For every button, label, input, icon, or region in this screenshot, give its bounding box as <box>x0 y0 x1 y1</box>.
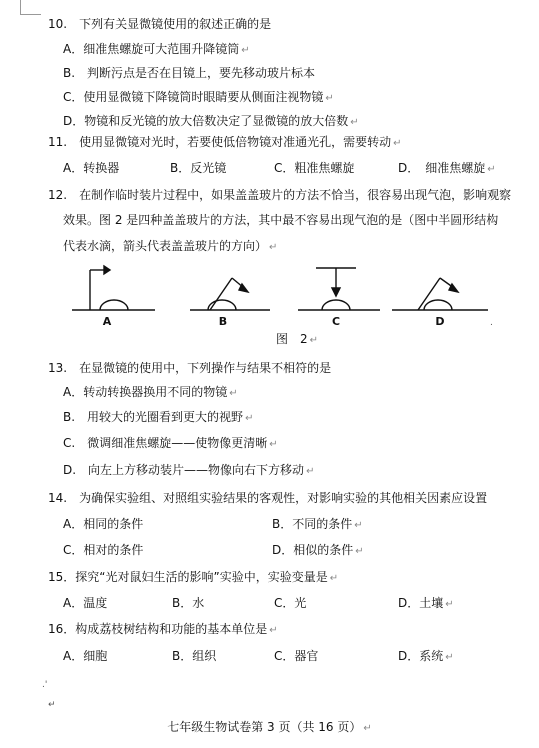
figure-2-diagram <box>60 262 500 328</box>
fig-b-coverslip <box>210 278 232 310</box>
q11-option-a: A．转换器 <box>63 161 120 175</box>
page-footer: 七年级生物试卷第 3 页（共 16 页） ↵ <box>167 720 372 734</box>
fig-a-water-drop <box>100 300 128 310</box>
q10-option-c: C．使用显微镜下降镜筒时眼睛要从侧面注视物镜 ↵ <box>63 90 334 104</box>
q15-option-b: B．水 <box>172 596 205 610</box>
q10-option-a: A．细准焦螺旋可大范围升降镜筒 ↵ <box>63 42 250 56</box>
q16-stem: 16．构成荔枝树结构和功能的基本单位是 ↵ <box>48 622 278 636</box>
fig-d-water-drop <box>424 300 452 310</box>
q14-stem: 14. 为确保实验组、对照组实验结果的客观性，对影响实验的其他相关因素应设置 <box>48 491 488 505</box>
q15-stem: 15．探究“光对鼠妇生活的影响”实验中，实验变量是 ↵ <box>48 570 339 584</box>
q11-stem: 11. 使用显微镜对光时，若要使低倍物镜对准通光孔，需要转动 ↵ <box>48 135 402 149</box>
paragraph-mark: ↵ <box>48 700 56 710</box>
q13-option-a: A．转动转换器换用不同的物镜 ↵ <box>63 385 238 399</box>
q11-option-b: B．反光镜 <box>170 161 227 175</box>
q11-option-d: D． 细准焦螺旋 ↵ <box>398 161 496 175</box>
q16-option-c: C．器官 <box>274 649 319 663</box>
q15-option-c: C．光 <box>274 596 307 610</box>
q15-option-a: A．温度 <box>63 596 108 610</box>
fig-a-arrow-icon <box>104 266 110 274</box>
q11-option-c: C．粗准焦螺旋 <box>274 161 355 175</box>
q14-option-b: B．不同的条件 ↵ <box>272 517 363 531</box>
q16-option-a: A．细胞 <box>63 649 108 663</box>
fig-label-b: B <box>218 315 228 328</box>
stray-mark: .' <box>42 680 48 690</box>
fig-label-a: A <box>102 315 112 328</box>
q12-line-1: 12. 在制作临时装片过程中，如果盖盖玻片的方法不恰当，很容易出现气泡，影响观察 <box>48 188 512 202</box>
q10-option-d: D．物镜和反光镜的放大倍数决定了显微镜的放大倍数 ↵ <box>63 114 359 128</box>
q14-option-a: A．相同的条件 <box>63 517 144 531</box>
q16-option-d: D．系统 ↵ <box>398 649 454 663</box>
stray-dot: . <box>490 318 493 328</box>
fig-b-water-drop <box>208 300 236 310</box>
q10-option-b: B. 判断污点是否在目镜上，要先移动玻片标本 <box>63 66 316 80</box>
q12-line-3: 代表水滴，箭头代表盖盖玻片的方向） ↵ <box>63 239 278 253</box>
q13-option-d: D. 向左上方移动装片——物像向右下方移动 ↵ <box>63 463 315 477</box>
q13-stem: 13. 在显微镜的使用中，下列操作与结果不相符的是 <box>48 361 332 375</box>
fig-label-c: C <box>331 315 341 328</box>
q13-option-c: C. 微调细准焦螺旋——使物像更清晰 ↵ <box>63 436 278 450</box>
q16-option-b: B．组织 <box>172 649 217 663</box>
q12-line-2: 效果。图 2 是四种盖盖玻片的方法，其中最不容易出现气泡的是（图中半圆形结构 <box>63 213 499 227</box>
figure-2-caption: 图 2 ↵ <box>276 332 319 346</box>
page-corner-mark <box>20 0 41 15</box>
q14-option-c: C．相对的条件 <box>63 543 144 557</box>
fig-c-arrow-icon <box>332 288 340 296</box>
q14-option-d: D．相似的条件 ↵ <box>272 543 364 557</box>
fig-c-water-drop <box>322 300 350 310</box>
fig-d-coverslip <box>418 278 440 310</box>
q13-option-b: B. 用较大的光圈看到更大的视野 ↵ <box>63 410 254 424</box>
q10-stem: 10. 下列有关显微镜使用的叙述正确的是 <box>48 17 272 31</box>
fig-label-d: D <box>435 315 445 328</box>
q15-option-d: D．土壤 ↵ <box>398 596 454 610</box>
